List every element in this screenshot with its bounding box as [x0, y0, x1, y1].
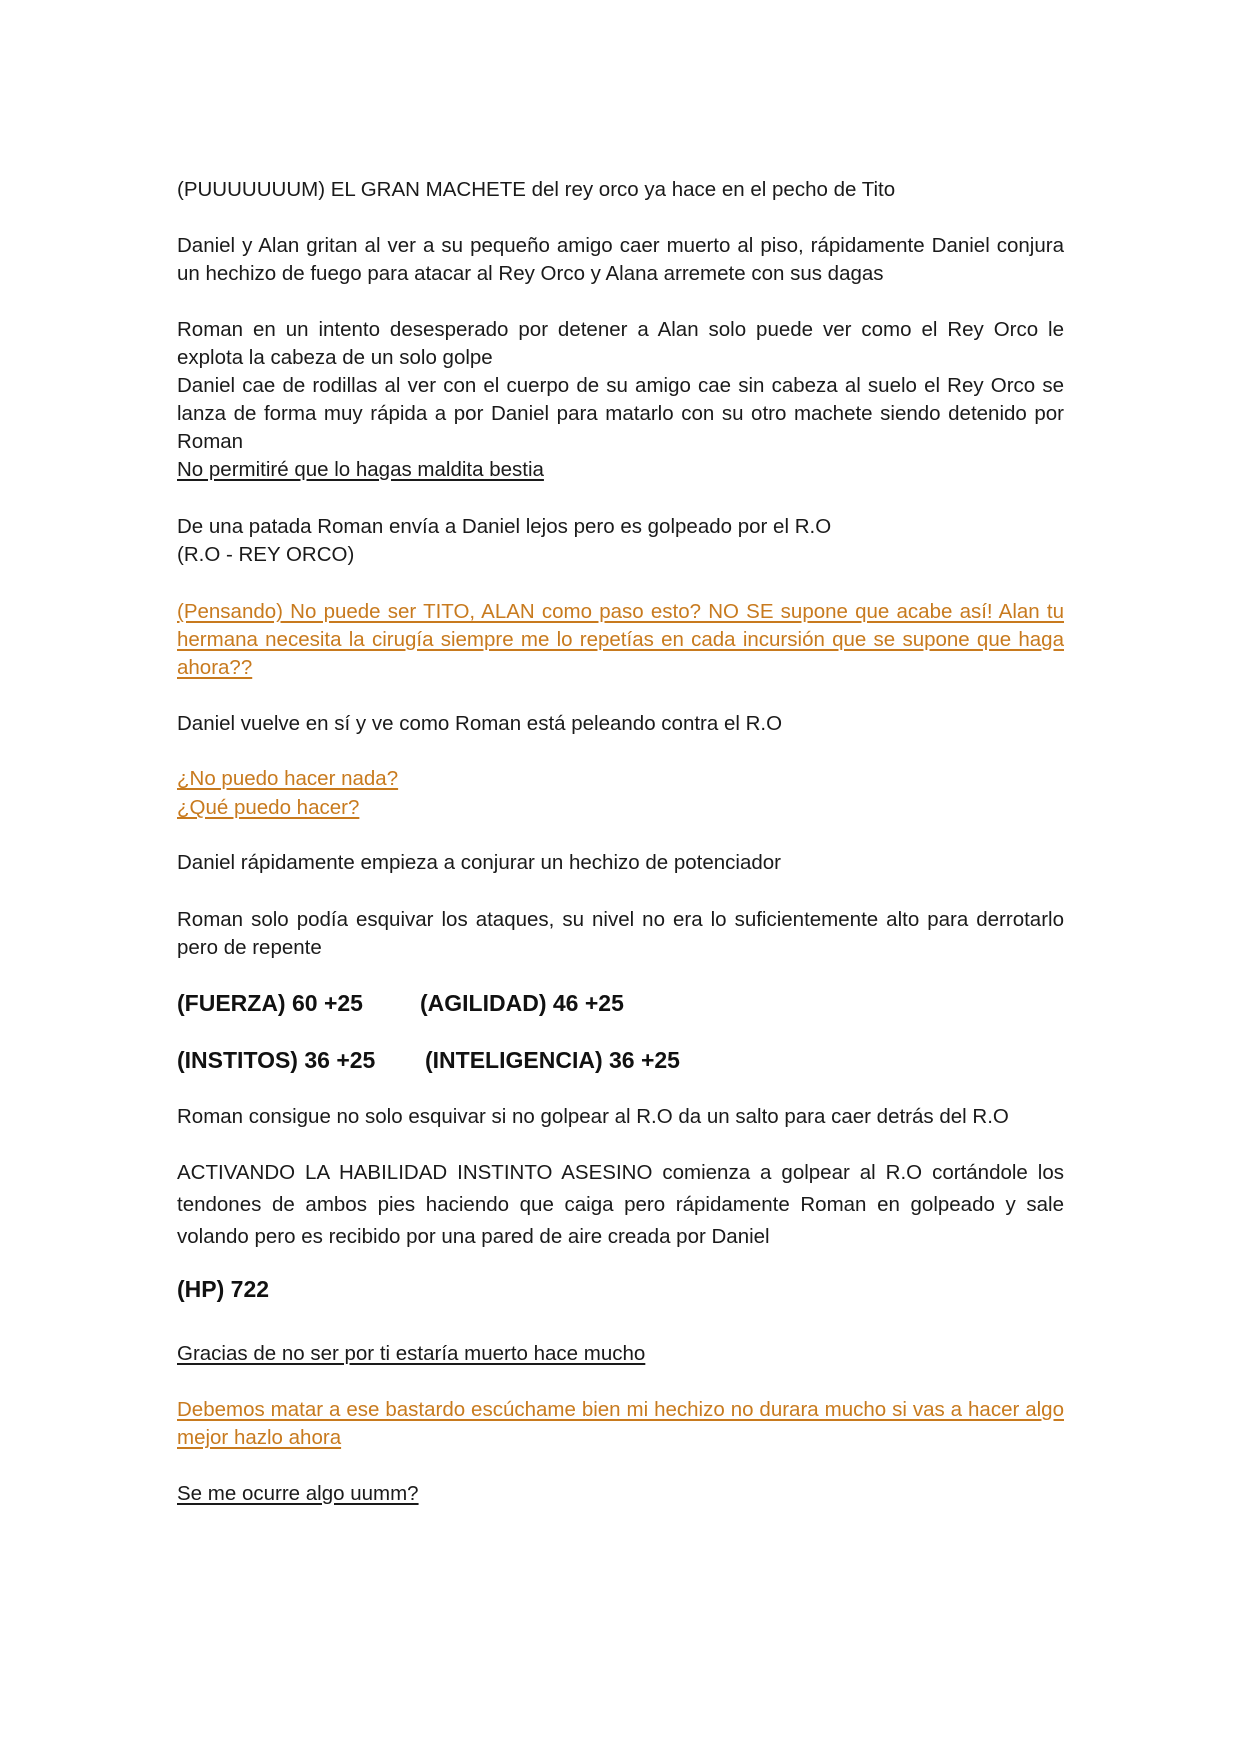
stat-fuerza: (FUERZA) 60 +25: [177, 990, 363, 1016]
paragraph-ro-definition: (R.O - REY ORCO): [177, 543, 355, 566]
stat-institos: (INSTITOS) 36 +25: [177, 1047, 376, 1073]
stat-agilidad: (AGILIDAD) 46 +25: [420, 990, 624, 1016]
dialogue-wrap-1: [177, 456, 1064, 484]
dialogue-wrap-3: [177, 1480, 1064, 1508]
dialogue-no-permitire: No permitiré que lo hagas maldita bestia: [177, 458, 544, 481]
stat-hp: (HP) 722: [177, 1276, 270, 1302]
dialogue-gracias: Gracias de no ser por ti estaría muerto hace mucho: [177, 1342, 646, 1365]
dialogue-wrap-2: [177, 1340, 1064, 1368]
stat-inteligencia: (INTELIGENCIA) 36 +25: [425, 1047, 680, 1073]
paragraph-patada: De una patada Roman envía a Daniel lejos pero es golpeado por el R.O: [177, 515, 832, 538]
paragraph-daniel-vuelve: Daniel vuelve en sí y ve como Roman está peleando contra el R.O: [177, 712, 783, 735]
thought-wrap-3: [177, 794, 1064, 822]
paragraph-daniel-alan-gritan: Daniel y Alan gritan al ver a su pequeño amigo caer muerto al piso, rápidamente Daniel conjura un hechizo de fuego para atacar al Rey Orco y Alana arremete con sus dagas: [177, 234, 1064, 285]
paragraph-machete: (PUUUUUUUM) EL GRAN MACHETE del rey orco ya hace en el pecho de Tito: [177, 178, 896, 201]
thought-pensando: (Pensando) No puede ser TITO, ALAN como paso esto? NO SE supone que acabe así! Alan tu hermana necesita la cirugía siempre me lo repetías en cada incursión que se supone que haga ahora??: [177, 600, 1064, 679]
paragraph-roman-intento: Roman en un intento desesperado por detener a Alan solo puede ver como el Rey Orco le explota la cabeza de un solo golpe: [177, 318, 1064, 369]
paragraph-daniel-cae: Daniel cae de rodillas al ver con el cuerpo de su amigo cae sin cabeza al suelo el Rey Orco se lanza de forma muy rápida a por Daniel para matarlo con su otro machete siendo detenido por Roman: [177, 374, 1064, 453]
paragraph-roman-esquivar: Roman solo podía esquivar los ataques, su nivel no era lo suficientemente alto para derrotarlo pero de repente: [177, 908, 1064, 959]
thought-wrap-4: [177, 1396, 1064, 1452]
paragraph-potenciador: Daniel rápidamente empieza a conjurar un hechizo de potenciador: [177, 851, 781, 874]
thought-wrap: [177, 598, 1064, 682]
paragraph-activando: ACTIVANDO LA HABILIDAD INSTINTO ASESINO comienza a golpear al R.O cortándole los tendones de ambos pies haciendo que caiga pero rápidamente Roman en golpeado y sale volando pero es recibido por una pared de aire creada por Daniel: [177, 1161, 1064, 1248]
paragraph-roman-consigue: Roman consigue no solo esquivar si no golpear al R.O da un salto para caer detrás del R.O: [177, 1105, 1009, 1128]
thought-debemos-matar: Debemos matar a ese bastardo escúchame bien mi hechizo no durara mucho si vas a hacer algo mejor hazlo ahora: [177, 1398, 1064, 1449]
thought-wrap-2: [177, 765, 1064, 793]
thought-que-puedo: ¿Qué puedo hacer?: [177, 796, 360, 819]
thought-no-puedo: ¿No puedo hacer nada?: [177, 767, 399, 790]
dialogue-se-me-ocurre: Se me ocurre algo uumm?: [177, 1482, 419, 1505]
